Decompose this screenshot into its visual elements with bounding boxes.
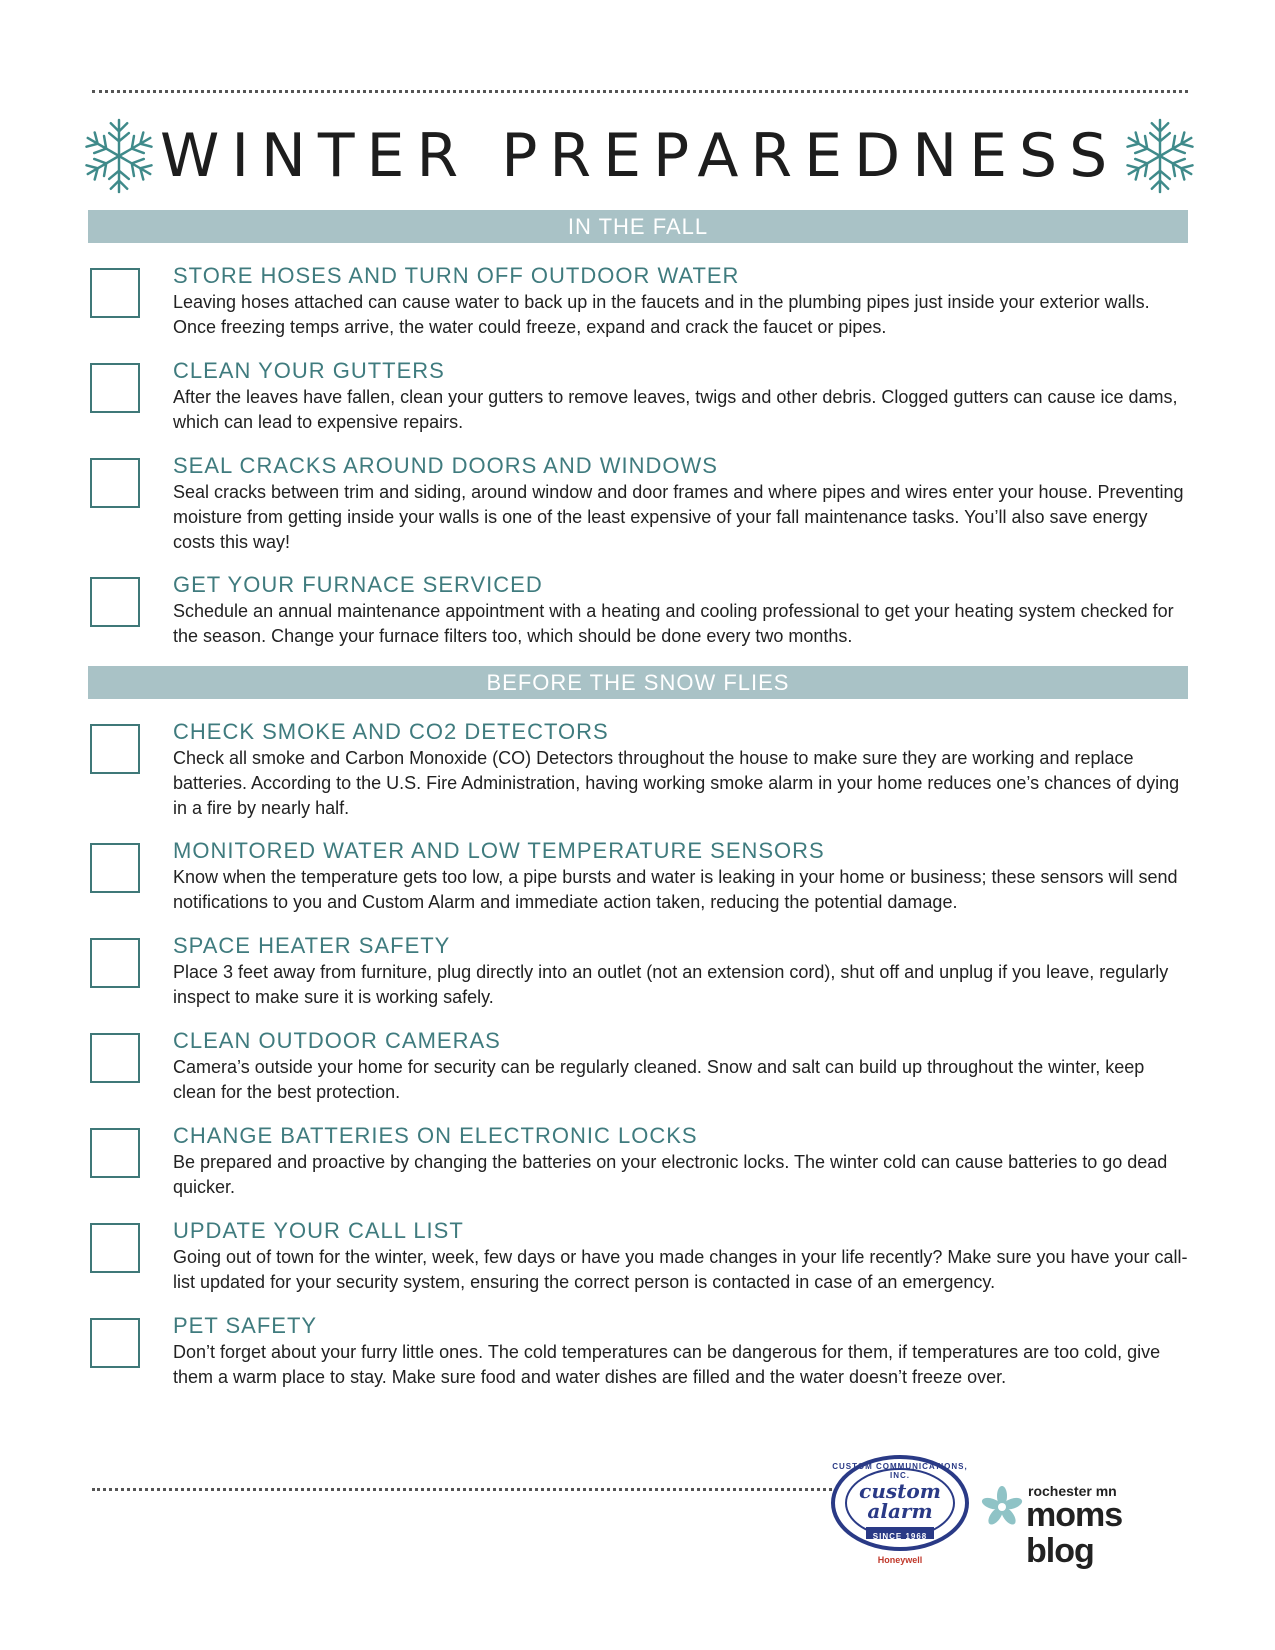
item-heading: STORE HOSES AND TURN OFF OUTDOOR WATER [173,263,740,288]
checkbox[interactable] [90,458,140,508]
item-description: Schedule an annual maintenance appointment with a heating and cooling professional to get your heating system checked for the season. Change your furnace filters too, which should be done every two months. [173,601,1174,646]
custom-alarm-wordmark: custom alarm [859,1479,941,1523]
item-description: Seal cracks between trim and siding, around window and door frames and where pipes and wires enter your house. Preventing moisture from getting inside your walls is one of the least expensive of your fall maintenance tasks. You’ll also save energy costs this way! [173,482,1184,552]
checkbox[interactable] [90,363,140,413]
page-header [78,108,1196,204]
item-description: Be prepared and proactive by changing the batteries on your electronic locks. The winter cold can cause batteries to go dead quicker. [173,1152,1168,1197]
bottom-dotted-divider [92,1488,832,1491]
top-dotted-divider [92,90,1188,93]
checklist-item [88,1027,1188,1105]
blog-location: rochester mn [1028,1483,1117,1499]
item-heading: MONITORED WATER AND LOW TEMPERATURE SENSORS [173,838,825,863]
checklist-item [88,1122,1188,1200]
checklist-item [88,932,1188,1010]
item-heading: UPDATE YOUR CALL LIST [173,1218,464,1243]
honeywell-mark: Honeywell [877,1555,923,1565]
item-heading: SPACE HEATER SAFETY [173,933,451,958]
checkbox[interactable] [90,268,140,318]
checklist-item [88,1312,1188,1390]
snowflake-icon [1119,115,1201,197]
item-description: Leaving hoses attached can cause water to back up in the faucets and in the plumbing pipes just inside your exterior walls. Once freezing temps arrive, the water could freeze, expand and crack the faucet or pipes. [173,292,1150,337]
checkbox[interactable] [90,843,140,893]
item-heading: CLEAN OUTDOOR CAMERAS [173,1028,501,1053]
item-description: Know when the temperature gets too low, a pipe bursts and water is leaking in your home or business; these sensors will send notifications to you and Custom Alarm and immediate action taken, reducing the potential damage. [173,867,1178,912]
checklist-item [88,357,1188,435]
checklist-item [88,837,1188,915]
item-heading: GET YOUR FURNACE SERVICED [173,572,543,597]
item-heading: CLEAN YOUR GUTTERS [173,358,445,383]
item-heading: CHANGE BATTERIES ON ELECTRONIC LOCKS [173,1123,698,1148]
item-heading: SEAL CRACKS AROUND DOORS AND WINDOWS [173,453,718,478]
blog-name: moms blog [1026,1496,1123,1570]
item-description: Going out of town for the winter, week, few days or have you made changes in your life recently? Make sure you have your call-list updated for your security system, ensuring the correct person is contacted in case of an emergency. [173,1247,1188,1292]
section-header-fall: IN THE FALL [88,210,1188,243]
checkbox[interactable] [90,1223,140,1273]
item-heading: CHECK SMOKE AND CO2 DETECTORS [173,719,609,744]
item-description: After the leaves have fallen, clean your gutters to remove leaves, twigs and other debris. Clogged gutters can cause ice dams, which can lead to expensive repairs. [173,387,1178,432]
item-description: Don’t forget about your furry little ones. The cold temperatures can be dangerous for them, if temperatures are too cold, give them a warm place to stay. Make sure food and water dishes are filled and the water doesn’t freeze over. [173,1342,1161,1387]
checklist-item [88,452,1188,555]
item-heading: PET SAFETY [173,1313,318,1338]
checkbox[interactable] [90,1318,140,1368]
footer-logos [830,1455,1190,1585]
checklist-item [88,262,1188,340]
section-header-before-snow: BEFORE THE SNOW FLIES [88,666,1188,699]
custom-alarm-since: SINCE 1968 [872,1532,928,1541]
checklist-item [88,718,1188,821]
flower-icon [980,1485,1024,1529]
custom-alarm-logo [830,1455,970,1565]
checkbox[interactable] [90,724,140,774]
checkbox[interactable] [90,1128,140,1178]
moms-blog-logo [980,1481,1190,1570]
item-description: Check all smoke and Carbon Monoxide (CO) Detectors throughout the house to make sure they are working and replace batteries. According to the U.S. Fire Administration, having working smoke alarm in your home reduces one’s chances of dying in a fire by nearly half. [173,748,1180,818]
snowflake-icon [78,115,160,197]
checkbox[interactable] [90,938,140,988]
checkbox[interactable] [90,577,140,627]
page-title: WINTER PREPAREDNESS [160,121,1120,191]
custom-alarm-ring-text: CUSTOM COMMUNICATIONS, INC. [832,1462,968,1480]
item-description: Place 3 feet away from furniture, plug directly into an outlet (not an extension cord), shut off and unplug if you leave, regularly inspect to make sure it is working safely. [173,962,1169,1007]
checklist-item [88,1217,1188,1295]
item-description: Camera’s outside your home for security can be regularly cleaned. Snow and salt can build up throughout the winter, keep clean for the best protection. [173,1057,1145,1102]
checklist-item [88,571,1188,649]
checkbox[interactable] [90,1033,140,1083]
